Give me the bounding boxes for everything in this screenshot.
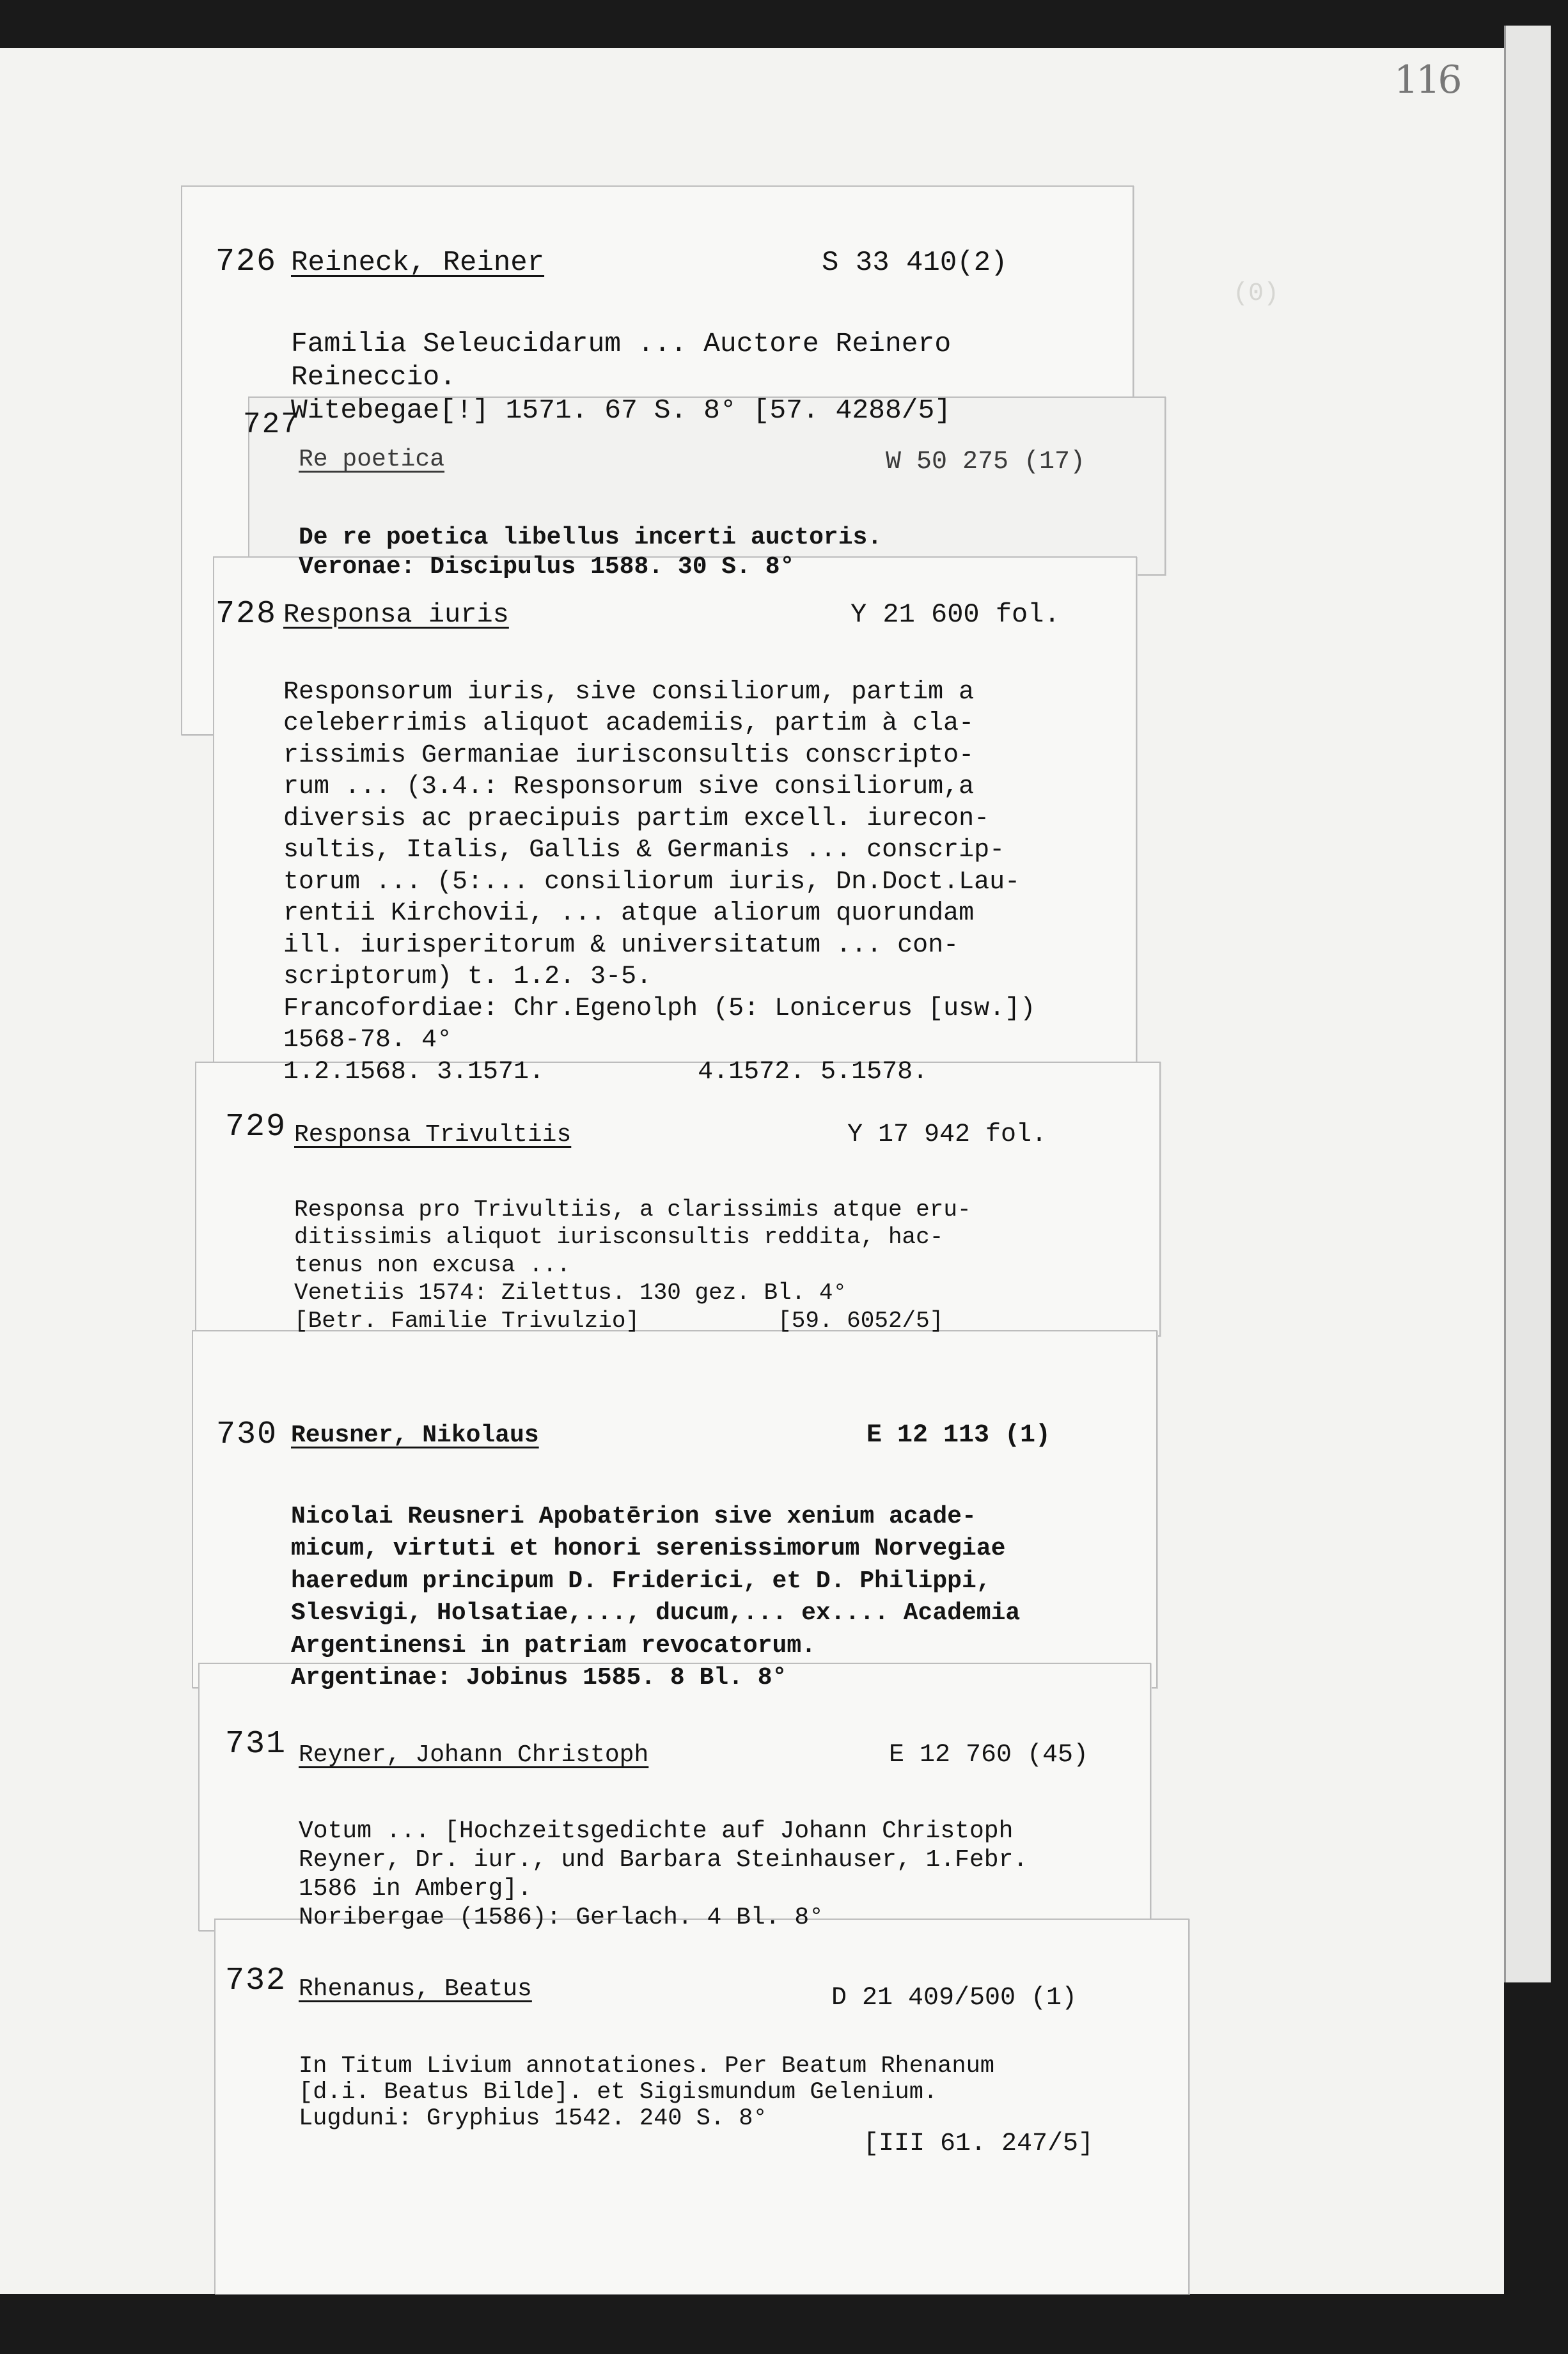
entry-text: [294, 1168, 971, 1335]
entry-text: [299, 2027, 994, 2132]
entry-line: Responsa pro Trivultiis, a clarissimis atque eru-: [294, 1196, 971, 1223]
shelf-mark-secondary: [III 61. 247/5]: [863, 2130, 1094, 2158]
entry-line: Votum ... [Hochzeitsgedichte auf Johann Christoph: [299, 1817, 1014, 1845]
entry-line: Noribergae (1586): Gerlach. 4 Bl. 8°: [299, 1904, 824, 1931]
entry-line: Witebegae[!] 1571. 67 S. 8° [57. 4288/5]: [291, 395, 952, 426]
entry-line: ill. iurisperitorum & universitatum ... con-: [283, 930, 959, 960]
entry-line: haeredum principum D. Friderici, et D. Philippi,: [291, 1567, 991, 1595]
entry-line: rum ... (3.4.: Responsorum sive consiliorum,a: [283, 773, 975, 801]
shelf-mark: Y 17 942 fol.: [847, 1120, 1047, 1149]
entry-number: 731: [225, 1726, 287, 1762]
shelf-mark: Y 21 600 fol.: [851, 599, 1060, 630]
entry-text: [299, 1788, 1028, 1932]
shelf-mark: E 12 113 (1): [866, 1421, 1051, 1450]
entry-number: 728: [216, 596, 278, 632]
entry-heading: Rhenanus, Beatus: [299, 1975, 532, 2003]
shelf-mark: W 50 275 (17): [886, 448, 1086, 476]
entry-line: rissimis Germaniae iurisconsultis conscripto-: [283, 741, 975, 770]
folio-number: 116: [1394, 58, 1460, 102]
entry-line: torum ... (5:... consiliorum iuris, Dn.Doct.Lau-: [283, 867, 1021, 897]
entry-number: 726: [216, 244, 278, 280]
entry-line: Francofordiae: Chr.Egenolph (5: Lonicerus [usw.]): [283, 994, 1036, 1023]
bleed-line: (0): [1233, 279, 1280, 308]
entry-heading: Reyner, Johann Christoph: [299, 1741, 649, 1769]
entry-line: Responsorum iuris, sive consiliorum, partim a: [283, 677, 975, 707]
entry-line: celeberrimis aliquot academiis, partim à cla-: [283, 709, 975, 738]
entry-line: micum, virtuti et honori serenissimorum Norvegiae: [291, 1535, 1006, 1562]
entry-line: Argentinensi in patriam revocatorum.: [291, 1631, 816, 1660]
entry-line: Reyner, Dr. iur., und Barbara Steinhauser, 1.Febr.: [299, 1846, 1028, 1874]
entry-line: Veronae: Discipulus 1588. 30 S. 8°: [299, 553, 795, 581]
entry-line: 1.2.1568. 3.1571. 4.1572. 5.1578.: [283, 1057, 929, 1087]
entry-line: scriptorum) t. 1.2. 3-5.: [283, 962, 652, 991]
entry-line: Reineccio.: [291, 361, 457, 393]
entry-line: Venetiis 1574: Zilettus. 130 gez. Bl. 4°: [294, 1280, 847, 1306]
entry-text: [291, 1468, 1020, 1695]
entry-line: De re poetica libellus incerti auctoris.: [299, 524, 882, 551]
entry-text: [283, 645, 1035, 1088]
entry-heading: Re poetica: [299, 446, 445, 473]
entry-line: In Titum Livium annotationes. Per Beatum Rhenanum: [299, 2053, 994, 2080]
entry-line: [d.i. Beatus Bilde]. et Sigismundum Gelenium.: [299, 2079, 938, 2106]
page-edge: [1504, 26, 1551, 1982]
entry-line: 1568-78. 4°: [283, 1026, 453, 1055]
entry-heading: Responsa iuris: [283, 599, 509, 630]
entry-text: [291, 294, 951, 427]
entry-line: ditissimis aliquot iurisconsultis reddita, hac-: [294, 1224, 944, 1250]
entry-line: Slesvigi, Holsatiae,..., ducum,... ex.... Academia: [291, 1599, 1021, 1627]
shelf-mark: D 21 409/500 (1): [831, 1984, 1078, 2013]
entry-number: 730: [216, 1416, 278, 1453]
entry-line: 1586 in Amberg].: [299, 1875, 532, 1903]
entry-line: rentii Kirchovii, ... atque aliorum quorundam: [283, 899, 975, 928]
entry-number: 727: [243, 408, 300, 441]
entry-heading: Reusner, Nikolaus: [291, 1422, 539, 1449]
entry-heading: Reineck, Reiner: [291, 247, 545, 279]
entry-line: tenus non excusa ...: [294, 1252, 571, 1278]
entry-heading: Responsa Trivultiis: [294, 1121, 572, 1149]
entry-text: [299, 494, 882, 582]
entry-line: sultis, Italis, Gallis & Germanis ... conscrip-: [283, 836, 1005, 865]
entry-line: Familia Seleucidarum ... Auctore Reinero: [291, 328, 952, 359]
entry-line: [Betr. Familie Trivulzio] [59. 6052/5]: [294, 1307, 944, 1334]
entry-line: diversis ac praecipuis partim excell. iurecon-: [283, 804, 990, 833]
shelf-mark: S 33 410(2): [822, 247, 1008, 279]
shelf-mark: E 12 760 (45): [889, 1741, 1089, 1769]
entry-line: Lugduni: Gryphius 1542. 240 S. 8°: [299, 2105, 767, 2132]
entry-number: 732: [225, 1963, 287, 1999]
entry-number: 729: [225, 1109, 287, 1145]
bleed-through-text: [1202, 246, 1279, 310]
entry-line: Argentinae: Jobinus 1585. 8 Bl. 8°: [291, 1664, 787, 1691]
entry-line: Nicolai Reusneri Apobatērion sive xenium acade-: [291, 1502, 976, 1530]
